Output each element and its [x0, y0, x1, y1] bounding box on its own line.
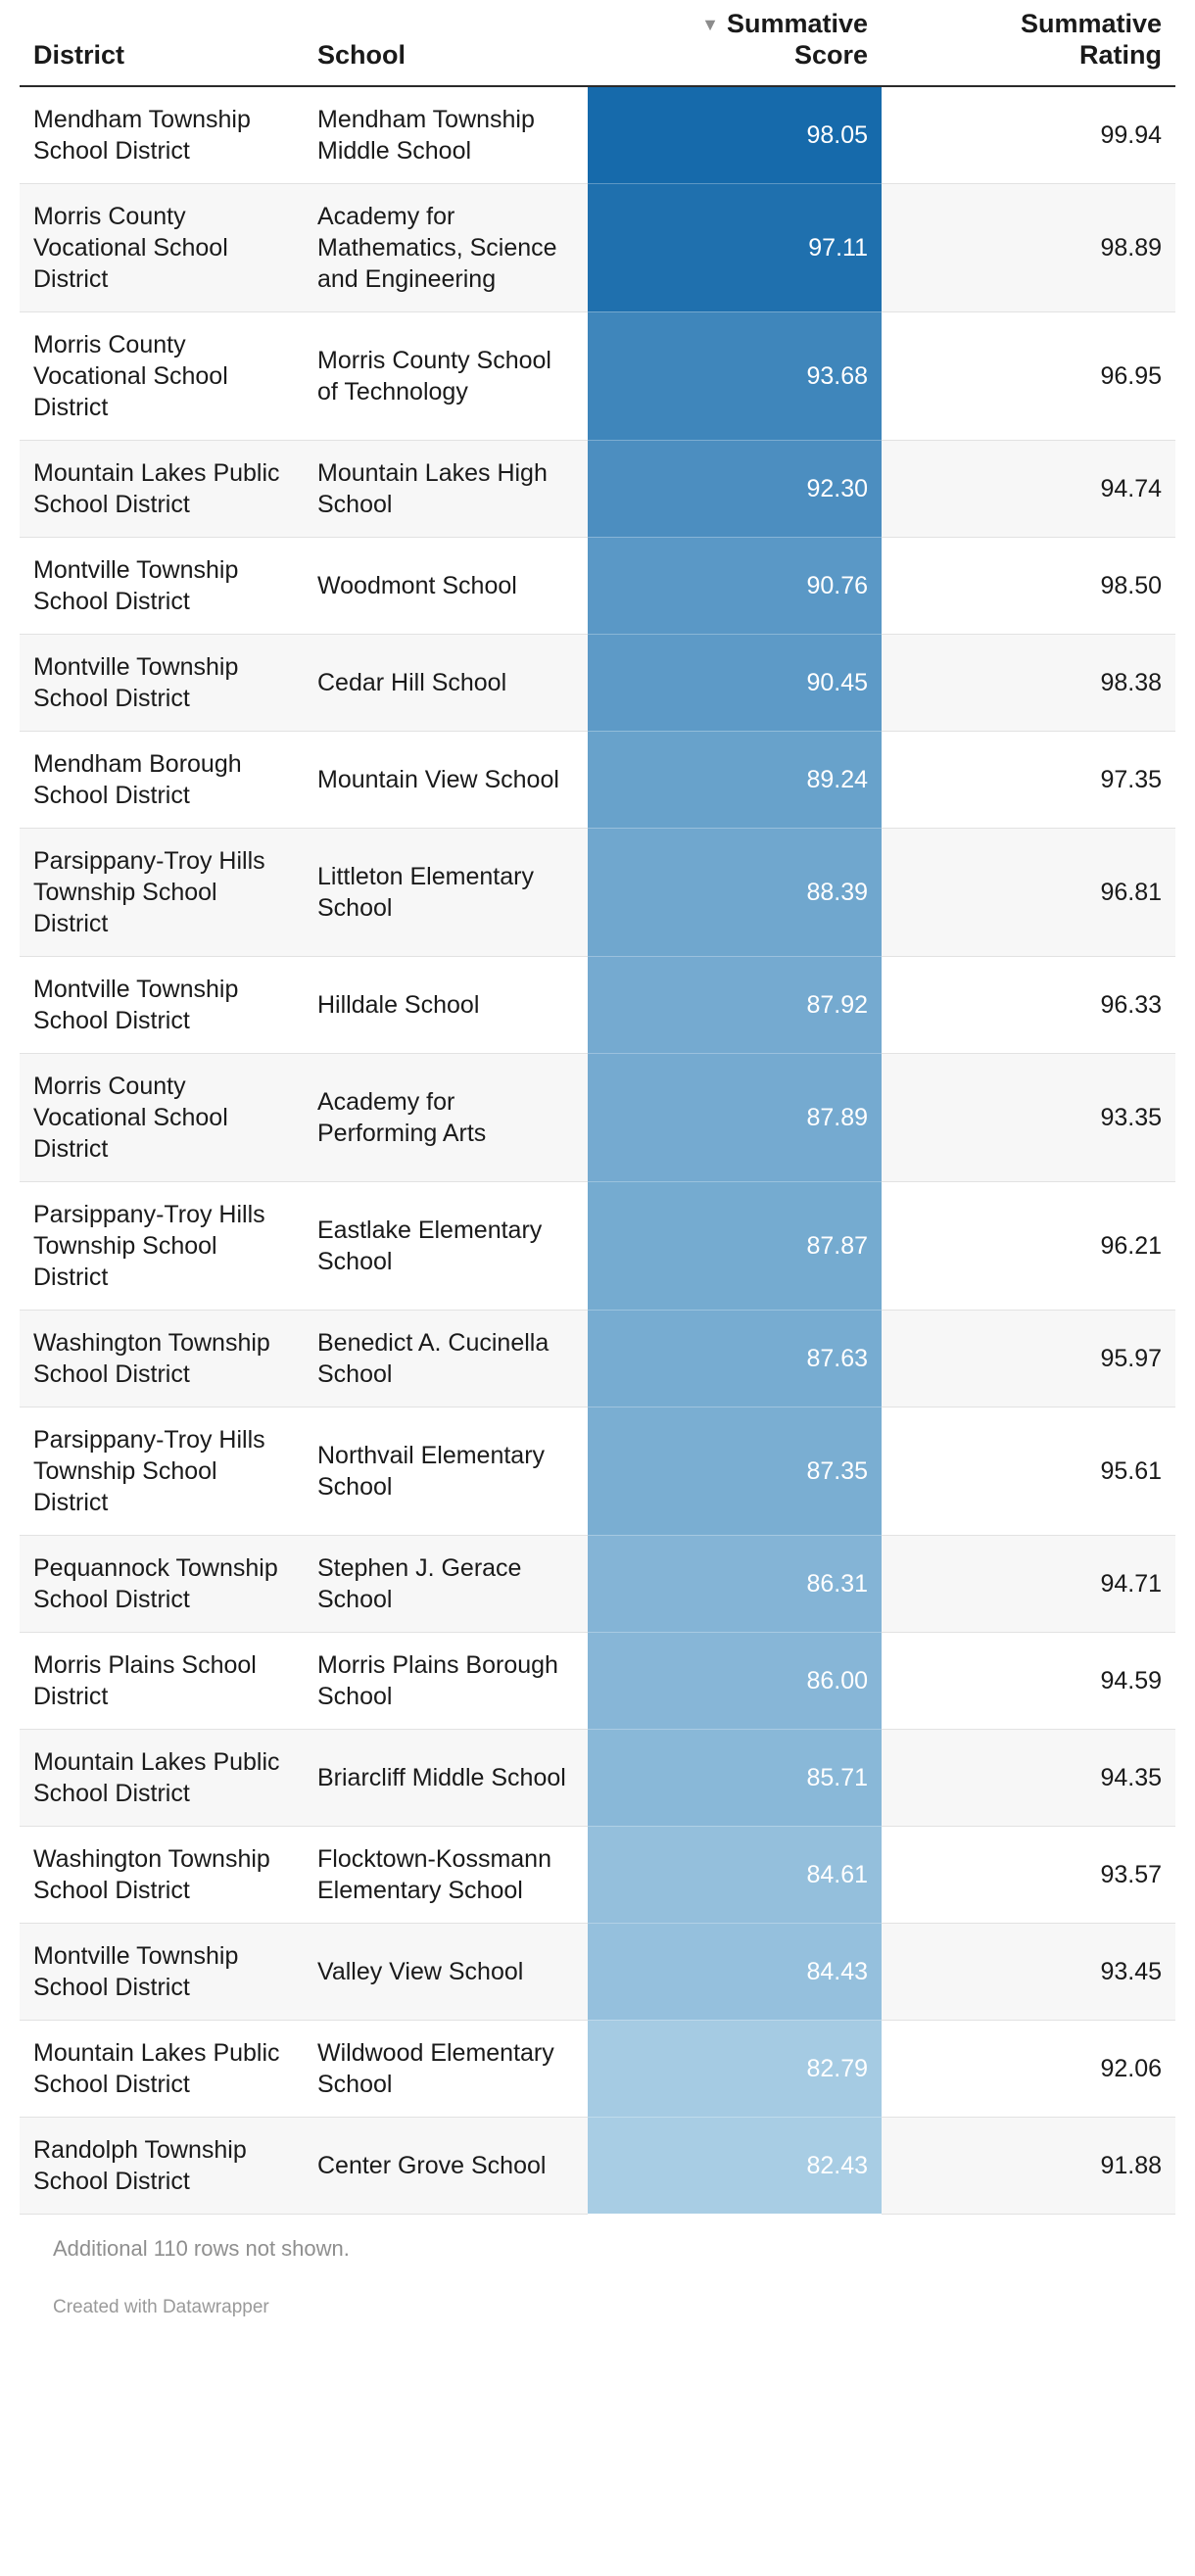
column-header-summative-rating-label2: Rating	[1079, 40, 1162, 71]
cell-school: Flocktown-Kossmann Elementary School	[304, 1826, 588, 1923]
table-row	[20, 2020, 1175, 2117]
cell-summative-score: 92.30	[588, 440, 882, 537]
cell-summative-score: 86.00	[588, 1632, 882, 1729]
table-row	[20, 311, 1175, 440]
cell-school: Cedar Hill School	[304, 634, 588, 731]
column-header-summative-rating[interactable]	[882, 8, 1175, 86]
table-row	[20, 1729, 1175, 1826]
cell-summative-rating: 96.95	[882, 311, 1175, 440]
sort-descending-icon: ▼	[701, 15, 719, 35]
cell-summative-score: 93.68	[588, 311, 882, 440]
cell-district: Mountain Lakes Public School District	[20, 2020, 304, 2117]
cell-summative-rating: 96.33	[882, 956, 1175, 1053]
cell-summative-score: 87.92	[588, 956, 882, 1053]
table-row	[20, 1181, 1175, 1310]
cell-district: Mendham Township School District	[20, 86, 304, 184]
cell-summative-score: 87.87	[588, 1181, 882, 1310]
table-row	[20, 1310, 1175, 1407]
cell-school: Benedict A. Cucinella School	[304, 1310, 588, 1407]
cell-summative-rating: 94.59	[882, 1632, 1175, 1729]
cell-summative-rating: 94.74	[882, 440, 1175, 537]
cell-school: Morris Plains Borough School	[304, 1632, 588, 1729]
table-row	[20, 828, 1175, 956]
column-header-summative-score-line1	[601, 8, 868, 39]
cell-school: Hilldale School	[304, 956, 588, 1053]
cell-summative-rating: 98.50	[882, 537, 1175, 634]
table-row	[20, 1632, 1175, 1729]
table-container	[0, 8, 1195, 2336]
cell-summative-score: 85.71	[588, 1729, 882, 1826]
cell-district: Morris County Vocational School District	[20, 183, 304, 311]
cell-district: Pequannock Township School District	[20, 1535, 304, 1632]
cell-school: Eastlake Elementary School	[304, 1181, 588, 1310]
cell-district: Parsippany-Troy Hills Township School District	[20, 1407, 304, 1535]
cell-school: Woodmont School	[304, 537, 588, 634]
cell-school: Stephen J. Gerace School	[304, 1535, 588, 1632]
table-row	[20, 440, 1175, 537]
cell-summative-score: 82.43	[588, 2117, 882, 2214]
cell-summative-rating: 98.89	[882, 183, 1175, 311]
cell-district: Montville Township School District	[20, 634, 304, 731]
cell-summative-score: 97.11	[588, 183, 882, 311]
column-header-school[interactable]	[304, 8, 588, 86]
table-row	[20, 1535, 1175, 1632]
table-header-row	[20, 8, 1175, 86]
table-row	[20, 956, 1175, 1053]
column-header-summative-score-label2: Score	[793, 40, 868, 71]
cell-summative-score: 87.63	[588, 1310, 882, 1407]
table-footnote: Additional 110 rows not shown.	[53, 2235, 350, 2261]
cell-summative-score: 88.39	[588, 828, 882, 956]
cell-district: Parsippany-Troy Hills Township School District	[20, 828, 304, 956]
cell-school: Mountain Lakes High School	[304, 440, 588, 537]
cell-school: Mountain View School	[304, 731, 588, 828]
cell-summative-rating: 97.35	[882, 731, 1175, 828]
column-header-summative-rating-label1: Summative	[1020, 9, 1162, 38]
cell-district: Mendham Borough School District	[20, 731, 304, 828]
cell-district: Mountain Lakes Public School District	[20, 440, 304, 537]
table-row	[20, 2117, 1175, 2214]
cell-summative-rating: 91.88	[882, 2117, 1175, 2214]
cell-school: Northvail Elementary School	[304, 1407, 588, 1535]
cell-district: Parsippany-Troy Hills Township School District	[20, 1181, 304, 1310]
table-row	[20, 1923, 1175, 2020]
cell-school: Littleton Elementary School	[304, 828, 588, 956]
table-header	[20, 8, 1175, 86]
cell-summative-rating: 93.45	[882, 1923, 1175, 2020]
table-row	[20, 537, 1175, 634]
table-row	[20, 731, 1175, 828]
table-row	[20, 1826, 1175, 1923]
column-header-school-label: School	[317, 40, 406, 71]
cell-summative-rating: 93.57	[882, 1826, 1175, 1923]
cell-summative-rating: 94.35	[882, 1729, 1175, 1826]
cell-school: Briarcliff Middle School	[304, 1729, 588, 1826]
cell-district: Morris Plains School District	[20, 1632, 304, 1729]
cell-summative-score: 82.79	[588, 2020, 882, 2117]
table-row	[20, 634, 1175, 731]
cell-summative-rating: 98.38	[882, 634, 1175, 731]
cell-summative-score: 90.76	[588, 537, 882, 634]
cell-school: Center Grove School	[304, 2117, 588, 2214]
cell-district: Morris County Vocational School District	[20, 311, 304, 440]
summative-score-table	[20, 8, 1175, 2215]
cell-school: Academy for Mathematics, Science and Engineering	[304, 183, 588, 311]
table-row	[20, 86, 1175, 184]
cell-school: Wildwood Elementary School	[304, 2020, 588, 2117]
cell-district: Washington Township School District	[20, 1826, 304, 1923]
cell-district: Mountain Lakes Public School District	[20, 1729, 304, 1826]
datawrapper-credit: Created with Datawrapper	[53, 2296, 269, 2317]
cell-summative-score: 90.45	[588, 634, 882, 731]
cell-summative-rating: 99.94	[882, 86, 1175, 184]
cell-summative-rating: 95.97	[882, 1310, 1175, 1407]
cell-school: Valley View School	[304, 1923, 588, 2020]
column-header-district-label: District	[33, 40, 125, 71]
cell-summative-rating: 94.71	[882, 1535, 1175, 1632]
cell-district: Randolph Township School District	[20, 2117, 304, 2214]
cell-district: Morris County Vocational School District	[20, 1053, 304, 1181]
cell-summative-score: 87.89	[588, 1053, 882, 1181]
cell-summative-score: 84.43	[588, 1923, 882, 2020]
cell-summative-rating: 93.35	[882, 1053, 1175, 1181]
column-header-district[interactable]	[20, 8, 304, 86]
cell-school: Academy for Performing Arts	[304, 1053, 588, 1181]
table-row	[20, 183, 1175, 311]
table-body	[20, 86, 1175, 2215]
cell-summative-score: 87.35	[588, 1407, 882, 1535]
cell-district: Montville Township School District	[20, 1923, 304, 2020]
cell-summative-score: 84.61	[588, 1826, 882, 1923]
cell-district: Montville Township School District	[20, 537, 304, 634]
cell-summative-rating: 92.06	[882, 2020, 1175, 2117]
column-header-summative-score[interactable]	[588, 8, 882, 86]
cell-summative-score: 98.05	[588, 86, 882, 184]
cell-district: Montville Township School District	[20, 956, 304, 1053]
table-row	[20, 1053, 1175, 1181]
cell-district: Washington Township School District	[20, 1310, 304, 1407]
column-header-summative-score-label1: Summative	[726, 9, 868, 38]
cell-school: Morris County School of Technology	[304, 311, 588, 440]
cell-summative-score: 86.31	[588, 1535, 882, 1632]
cell-summative-rating: 96.81	[882, 828, 1175, 956]
cell-summative-rating: 95.61	[882, 1407, 1175, 1535]
cell-summative-rating: 96.21	[882, 1181, 1175, 1310]
cell-school: Mendham Township Middle School	[304, 86, 588, 184]
cell-summative-score: 89.24	[588, 731, 882, 828]
table-row	[20, 1407, 1175, 1535]
